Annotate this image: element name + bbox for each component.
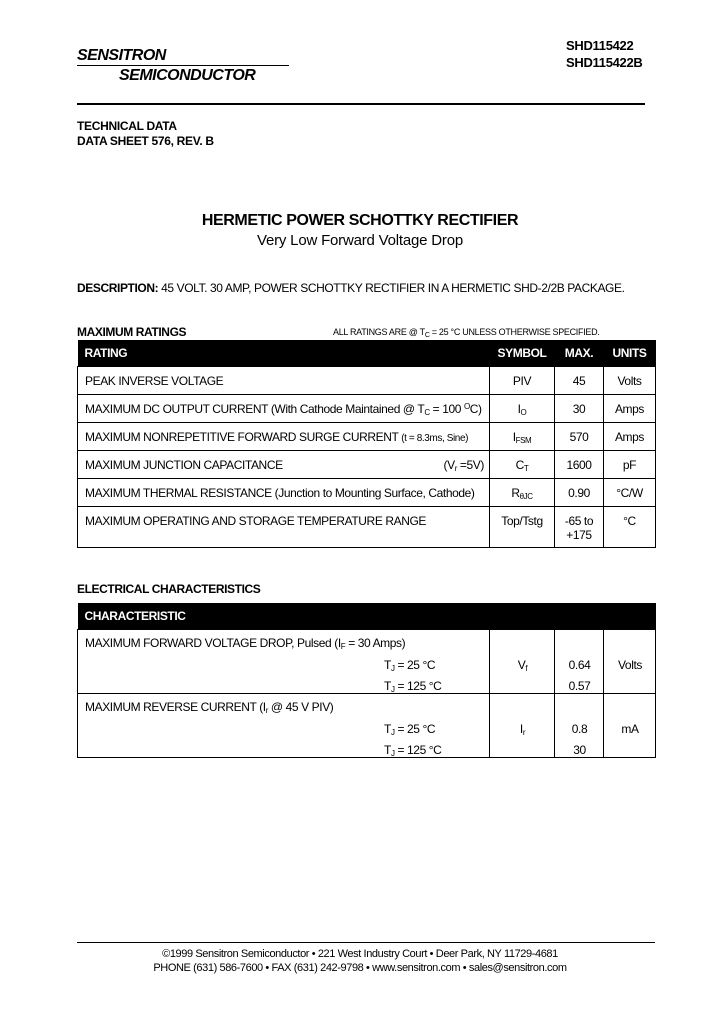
units-cell: pF [604,451,656,479]
data-sheet-label: DATA SHEET 576, REV. B [77,134,214,148]
col-max: MAX. [555,340,604,367]
document-title: HERMETIC POWER SCHOTTKY RECTIFIER [201,212,519,229]
table-row [78,423,656,451]
rating-note: $(V_r =5V)$ [443,458,484,473]
footer-address: ©1999 Sensitron Semiconductor • 221 West Industry Court • Deer Park, NY 11729-4681 [162,948,558,960]
symbol-cell: PIV [490,367,555,395]
max-cell: 1600 [555,451,604,479]
units-cell: Volts [604,367,656,395]
units-cell: °C/W [604,479,656,507]
table-row [78,395,656,423]
header-divider [77,103,645,105]
units-cell: Amps [604,395,656,423]
rating-cell: MAXIMUM JUNCTION CAPACITANCE $(V_r =5V)$ [78,451,490,479]
characteristic-cell [78,630,490,694]
technical-data-label: TECHNICAL DATA [77,119,177,133]
condition-1: $T_J = 25$ °C [384,722,436,737]
ratings-condition: ALL RATINGS ARE @ $T_C = 25$ °C UNLESS OTHERWISE SPECIFIED. [333,327,600,339]
units-cell: Volts [604,630,656,694]
symbol-cell: $C_T$ [490,451,555,479]
max-cell: 570 [555,423,604,451]
condition-1: $T_J = 25$ °C [384,658,436,673]
table-row [78,367,656,395]
condition-2: $T_J = 125$ °C [384,743,442,758]
electrical-table [77,603,656,758]
table-row [78,479,656,507]
symbol-cell: Top/Tstg [490,507,555,548]
max-cell: 45 [555,367,604,395]
rating-cell: MAXIMUM DC OUTPUT CURRENT (With Cathode Maintained @ $T_C = 100$ $^O$C) [78,395,490,423]
col-characteristic: CHARACTERISTIC [78,603,656,630]
value-cell: 0.64 0.57 [555,630,604,694]
characteristic-name: MAXIMUM FORWARD VOLTAGE DROP, Pulsed ($I_F = 30$ Amps) [85,636,406,651]
description [77,281,625,295]
electrical-heading: ELECTRICAL CHARACTERISTICS [77,582,261,596]
part-number-2: SHD115422B [566,55,643,70]
symbol-cell: $I_{FSM}$ [490,423,555,451]
col-rating: RATING [78,340,490,367]
table-row [78,630,656,694]
description-label: DESCRIPTION: [77,281,159,295]
max-ratings-heading: MAXIMUM RATINGS [77,325,187,339]
max-cell: 0.90 [555,479,604,507]
rating-cell: MAXIMUM THERMAL RESISTANCE (Junction to Mounting Surface, Cathode) [78,479,490,507]
rating-cell: MAXIMUM NONREPETITIVE FORWARD SURGE CURRENT (t = 8.3ms, Sine) [78,423,490,451]
units-cell: °C [604,507,656,548]
company-name-line2: SEMICONDUCTOR [119,67,256,84]
max-cell: 30 [555,395,604,423]
col-units: UNITS [604,340,656,367]
symbol-cell: $I_r$ [490,694,555,758]
units-cell: Amps [604,423,656,451]
col-symbol: SYMBOL [490,340,555,367]
symbol-cell: $V_f$ [490,630,555,694]
technical-data-block [77,119,214,149]
units-cell: mA [604,694,656,758]
brand-underline [77,65,289,66]
table-header-row [78,603,656,630]
footer-contact: PHONE (631) 586-7600 • FAX (631) 242-9798 • www.sensitron.com • sales@sensitron.com [153,962,567,974]
max-cell: -65 to +175 [555,507,604,548]
company-name-line1: SENSITRON [77,47,166,64]
condition-2: $T_J = 125$ °C [384,679,442,694]
max-ratings-table [77,340,656,548]
footer-divider [77,942,655,943]
rating-cell: PEAK INVERSE VOLTAGE [78,367,490,395]
document-subtitle: Very Low Forward Voltage Drop [257,232,463,249]
part-numbers [566,37,643,71]
table-row [78,694,656,758]
description-text: 45 VOLT. 30 AMP, POWER SCHOTTKY RECTIFIER IN A HERMETIC SHD-2/2B PACKAGE. [161,281,625,295]
part-number-1: SHD115422 [566,38,634,53]
characteristic-name: MAXIMUM REVERSE CURRENT ($I_r$ @ 45 V PIV) [85,700,334,715]
value-cell: 0.8 30 [555,694,604,758]
rating-cell: MAXIMUM OPERATING AND STORAGE TEMPERATURE RANGE [78,507,490,548]
characteristic-cell [78,694,490,758]
symbol-cell: $I_O$ [490,395,555,423]
table-header-row [78,340,656,367]
table-row [78,507,656,548]
table-row [78,451,656,479]
symbol-cell: $R_{\theta JC}$ [490,479,555,507]
